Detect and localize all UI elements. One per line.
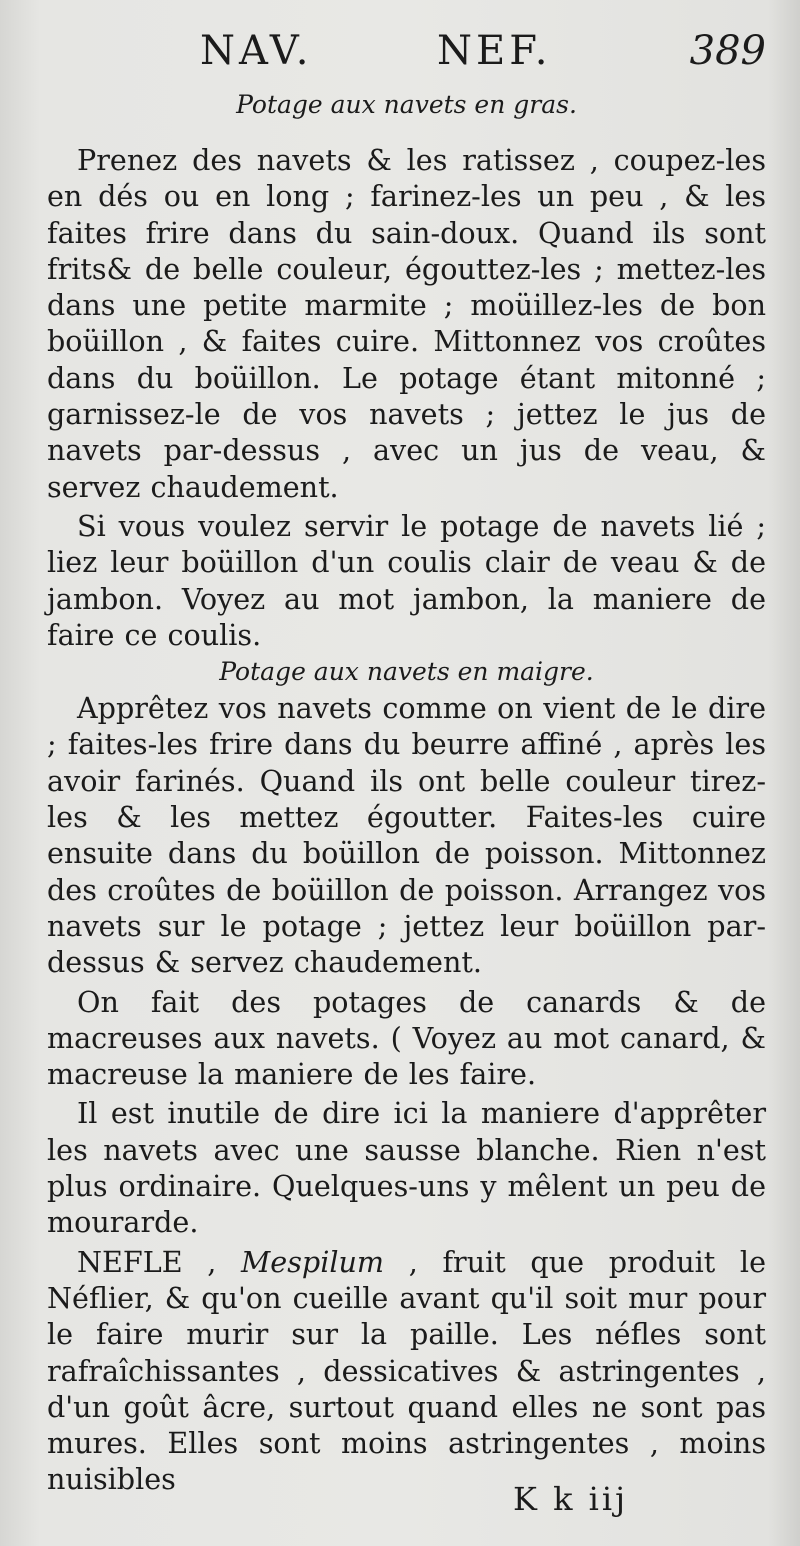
section-title-maigre: Potage aux navets en maigre.: [219, 657, 594, 687]
nefle-entry: NEFLE , Mespilum , fruit que produit le Néflier, & qu'on cueille avant qu'il soit mur pour le faire murir sur la paille. Les néfles sont rafraîchissantes , dessicatives & astringentes , d'un goût âcre, surtout quand elles ne sont pas mures. Elles sont moins astringentes , moins nuisibles: [47, 1244, 766, 1497]
paragraph: Apprêtez vos navets comme on vient de le dire ; faites-les frire dans du beurre affiné , après les avoir farinés. Quand ils ont belle couleur tirez-les & les mettez égoutter. Faites-les cuire ensuite dans du boüillon de poisson. Mittonnez des croûtes de boüillon de poisson. Arrangez vos navets sur le potage ; jettez leur boüillon par-dessus & servez chaudement.: [47, 691, 766, 980]
nefle-latin-name: Mespilum: [241, 1244, 385, 1279]
paragraph: On fait des potages de canards & de macreuses aux navets. ( Voyez au mot canard, & macreuse la maniere de les faire.: [47, 984, 766, 1092]
running-header: [47, 28, 766, 88]
header-left-word: NAV.: [200, 28, 313, 74]
signature-mark: K k iij: [513, 1480, 629, 1518]
paragraph: Il est inutile de dire ici la maniere d'apprêter les navets avec une sausse blanche. Rien n'est plus ordinaire. Quelques-uns y mêlent un peu de mourarde.: [47, 1096, 766, 1240]
nefle-definition: , fruit que produit le Néflier, & qu'on cueille avant qu'il soit mur pour le faire murir sur la paille. Les néfles sont rafraîchissantes , dessicatives & astringentes , d'un goût âcre, surtout quand elles ne sont pas mures. Elles sont moins astringentes , moins nuisibles: [47, 1244, 766, 1497]
paragraph: Si vous voulez servir le potage de navets lié ; liez leur boüillon d'un coulis clair de veau & de jambon. Voyez au mot jambon, la maniere de faire ce coulis.: [47, 508, 766, 652]
nefle-headword: NEFLE: [77, 1244, 183, 1279]
paragraph: Prenez des navets & les ratissez , coupez-les en dés ou en long ; farinez-les un peu , & les faites frire dans du sain-doux. Quand ils sont frits& de belle couleur, égouttez-les ; mettez-les dans une petite marmite ; moüillez-les de bon boüillon , & faites cuire. Mittonnez vos croûtes dans du boüillon. Le potage étant mitonné ; garnissez-le de vos navets ; jettez le jus de navets par-dessus , avec un jus de veau, & servez chaudement.: [47, 143, 766, 504]
header-middle-word: NEF.: [437, 28, 552, 74]
section-title-gras: Potage aux navets en gras.: [236, 90, 577, 119]
page-number: 389: [689, 28, 766, 74]
